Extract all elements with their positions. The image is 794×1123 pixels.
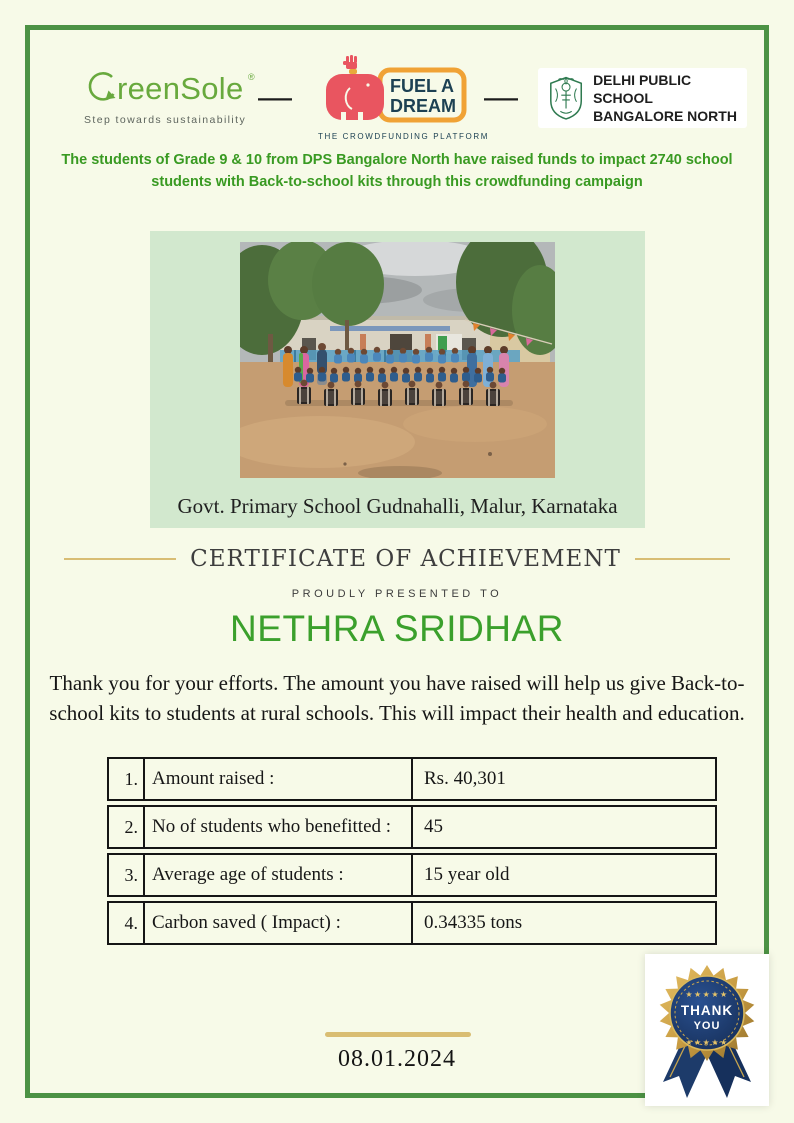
fueladream-tagline: THE CROWDFUNDING PLATFORM [318, 132, 489, 141]
logo-separator-dash: — [258, 78, 292, 116]
photo-panel [150, 231, 645, 528]
impact-table [107, 757, 717, 949]
dps-line2: BANGALORE NORTH [593, 108, 737, 125]
greensole-g-arrow-icon [90, 73, 116, 99]
certificate-title: CERTIFICATE OF ACHIEVEMENT [190, 546, 621, 572]
intro-line2: students with Back-to-school kits through this crowdfunding campaign [151, 173, 643, 190]
greensole-tagline: Step towards sustainability [84, 114, 247, 126]
message-line1: Thank you for your efforts. The amount you have raised will help us give Back-to- [49, 671, 745, 695]
fueladream-line1: FUEL A [390, 76, 455, 96]
badge-stars-bottom: ★★★★★ [685, 1038, 729, 1047]
rosette-badge-icon [647, 955, 767, 1105]
fueladream-graphic [318, 54, 468, 126]
dps-name-text [593, 71, 747, 126]
row-value: 45 [424, 816, 443, 837]
photo-caption: Govt. Primary School Gudnahalli, Malur, Karnataka [177, 494, 618, 518]
title-right-rule [635, 558, 730, 560]
row-number: 4. [109, 903, 145, 943]
table-row [107, 853, 717, 897]
greensole-logo [84, 64, 262, 126]
table-row [107, 901, 717, 945]
date-rule [325, 1032, 471, 1037]
title-left-rule [64, 558, 176, 560]
recipient-name: NETHRA SRIDHAR [230, 608, 564, 649]
row-label: Amount raised : [145, 759, 413, 799]
row-number: 1. [109, 759, 145, 799]
thank-you-message [0, 668, 794, 729]
school-group-photo [240, 242, 555, 478]
logo-separator-dash: — [484, 78, 518, 116]
table-row [107, 805, 717, 849]
row-value: 0.34335 tons [424, 912, 523, 933]
thank-you-badge [645, 954, 769, 1106]
greensole-wordmark [84, 64, 262, 108]
message-line2: school kits to students at rural schools. This will impact their health and education. [49, 701, 745, 726]
row-number: 3. [109, 855, 145, 895]
intro-paragraph [0, 150, 794, 194]
dps-crest-icon [547, 74, 585, 122]
row-value: Rs. 40,301 [424, 768, 506, 789]
row-label: Average age of students : [145, 855, 413, 895]
elephant-icon [326, 55, 384, 121]
row-value: 15 year old [424, 864, 510, 885]
fueladream-line2: DREAM [390, 96, 456, 116]
row-label: Carbon saved ( Impact) : [145, 903, 413, 943]
presented-to-label: PROUDLY PRESENTED TO [291, 588, 503, 600]
row-label: No of students who benefitted : [145, 807, 413, 847]
badge-line2: YOU [693, 1020, 721, 1032]
badge-line1: THANK [680, 1003, 734, 1018]
intro-line1: The students of Grade 9 & 10 from DPS Bangalore North have raised funds to impact 2740 school [61, 152, 733, 168]
dps-logo [538, 68, 747, 128]
certificate-title-row [0, 546, 794, 572]
date-text: 08.01.2024 [338, 1046, 456, 1072]
dps-line1: DELHI PUBLIC SCHOOL [593, 71, 692, 106]
fueladream-logo [318, 54, 489, 141]
greensole-brand-text: reenSole [117, 71, 244, 106]
badge-stars-top: ★★★★★ [685, 990, 729, 999]
greensole-registered-mark: ® [248, 72, 255, 82]
row-number: 2. [109, 807, 145, 847]
table-row [107, 757, 717, 801]
